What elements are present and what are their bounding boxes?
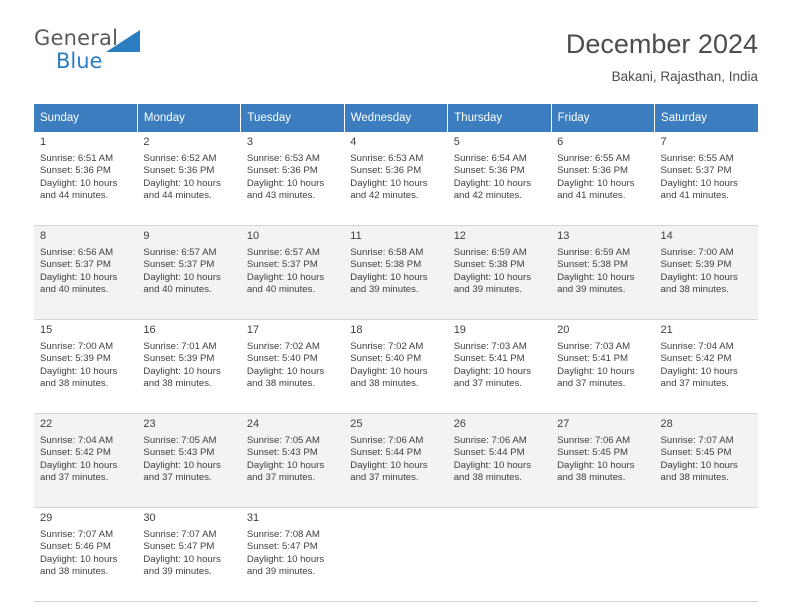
sunset-text: Sunset: 5:44 PM xyxy=(350,447,422,459)
day-cell xyxy=(551,414,654,508)
sunset-text: Sunset: 5:36 PM xyxy=(557,165,629,177)
day-cell xyxy=(551,226,654,320)
day-number: 18 xyxy=(350,324,363,336)
day-number: 8 xyxy=(40,230,47,242)
sunrise-text: Sunrise: 7:04 AM xyxy=(660,340,734,352)
day-number: 15 xyxy=(40,324,53,336)
sunrise-text: Sunrise: 7:06 AM xyxy=(557,434,631,446)
sunrise-text: Sunrise: 6:59 AM xyxy=(557,246,631,258)
day-cell xyxy=(34,132,137,226)
day-number: 11 xyxy=(350,230,362,242)
daylight-text-line1: Daylight: 10 hours xyxy=(40,553,118,565)
daylight-text-line1: Daylight: 10 hours xyxy=(660,459,738,471)
logo-general-text: General xyxy=(34,26,119,50)
daylight-text-line1: Daylight: 10 hours xyxy=(660,271,738,283)
daylight-text-line1: Daylight: 10 hours xyxy=(40,177,118,189)
day-number: 23 xyxy=(143,418,156,430)
sunset-text: Sunset: 5:42 PM xyxy=(660,353,732,365)
sunset-text: Sunset: 5:42 PM xyxy=(40,447,111,459)
daylight-text-line1: Daylight: 10 hours xyxy=(660,177,738,189)
daylight-text-line2: and 38 minutes. xyxy=(40,378,109,390)
daylight-text-line2: and 39 minutes. xyxy=(453,284,522,296)
week-row xyxy=(34,226,758,320)
daylight-text-line1: Daylight: 10 hours xyxy=(453,459,532,471)
sunrise-text: Sunrise: 6:55 AM xyxy=(660,152,734,164)
title-block xyxy=(566,28,758,85)
day-cell xyxy=(344,132,447,226)
weekday-header-friday: Friday xyxy=(551,104,654,132)
week-row xyxy=(34,414,758,508)
day-cell xyxy=(448,414,551,508)
daylight-text-line2: and 38 minutes. xyxy=(660,472,729,484)
weekday-header-tuesday: Tuesday xyxy=(241,104,344,132)
sunset-text: Sunset: 5:39 PM xyxy=(660,259,732,271)
sunset-text: Sunset: 5:41 PM xyxy=(453,353,525,365)
daylight-text-line1: Daylight: 10 hours xyxy=(350,271,428,283)
day-cell xyxy=(448,320,551,414)
daylight-text-line1: Daylight: 10 hours xyxy=(246,365,325,377)
day-number: 22 xyxy=(40,418,53,430)
daylight-text-line1: Daylight: 10 hours xyxy=(143,553,221,565)
day-number: 20 xyxy=(557,324,570,336)
day-cell xyxy=(137,226,240,320)
sunset-text: Sunset: 5:39 PM xyxy=(40,353,111,365)
sunset-text: Sunset: 5:38 PM xyxy=(557,259,629,271)
day-cell-empty xyxy=(551,508,654,602)
day-number: 30 xyxy=(143,512,156,524)
daylight-text-line2: and 37 minutes. xyxy=(143,472,212,484)
week-row xyxy=(34,508,758,602)
calendar-body xyxy=(34,132,758,602)
sunrise-text: Sunrise: 7:02 AM xyxy=(246,340,320,352)
sunrise-text: Sunrise: 6:54 AM xyxy=(453,152,527,164)
sunrise-text: Sunrise: 7:02 AM xyxy=(350,340,424,352)
daylight-text-line2: and 39 minutes. xyxy=(143,566,212,578)
weekday-header-saturday: Saturday xyxy=(655,104,758,132)
day-cell xyxy=(241,414,344,508)
daylight-text-line2: and 41 minutes. xyxy=(557,190,626,202)
day-number: 4 xyxy=(350,136,357,148)
day-number: 19 xyxy=(453,324,466,336)
day-cell xyxy=(448,132,551,226)
sunrise-text: Sunrise: 7:03 AM xyxy=(453,340,527,352)
daylight-text-line1: Daylight: 10 hours xyxy=(453,365,532,377)
sunset-text: Sunset: 5:47 PM xyxy=(246,541,318,553)
day-cell-empty xyxy=(344,508,447,602)
sunset-text: Sunset: 5:36 PM xyxy=(453,165,525,177)
daylight-text-line2: and 41 minutes. xyxy=(660,190,729,202)
sunset-text: Sunset: 5:37 PM xyxy=(660,165,732,177)
day-number: 7 xyxy=(660,136,667,148)
sunrise-text: Sunrise: 6:53 AM xyxy=(246,152,320,164)
daylight-text-line2: and 37 minutes. xyxy=(453,378,522,390)
week-row xyxy=(34,132,758,226)
calendar-head xyxy=(34,104,758,132)
sunrise-text: Sunrise: 7:04 AM xyxy=(40,434,114,446)
daylight-text-line1: Daylight: 10 hours xyxy=(143,177,221,189)
day-cell xyxy=(34,226,137,320)
sunset-text: Sunset: 5:41 PM xyxy=(557,353,629,365)
day-cell xyxy=(344,320,447,414)
day-number: 21 xyxy=(660,324,673,336)
day-number: 10 xyxy=(246,230,260,242)
daylight-text-line2: and 42 minutes. xyxy=(453,190,522,202)
sunset-text: Sunset: 5:36 PM xyxy=(246,165,318,177)
daylight-text-line2: and 38 minutes. xyxy=(453,472,522,484)
daylight-text-line2: and 44 minutes. xyxy=(40,190,109,202)
day-cell xyxy=(655,226,758,320)
sunset-text: Sunset: 5:36 PM xyxy=(40,165,111,177)
daylight-text-line1: Daylight: 10 hours xyxy=(557,271,635,283)
daylight-text-line1: Daylight: 10 hours xyxy=(246,271,325,283)
daylight-text-line2: and 42 minutes. xyxy=(350,190,419,202)
sunset-text: Sunset: 5:45 PM xyxy=(557,447,629,459)
daylight-text-line2: and 38 minutes. xyxy=(660,284,729,296)
sunrise-text: Sunrise: 6:51 AM xyxy=(40,152,114,164)
sunset-text: Sunset: 5:38 PM xyxy=(350,259,422,271)
sunrise-text: Sunrise: 7:03 AM xyxy=(557,340,631,352)
sunset-text: Sunset: 5:46 PM xyxy=(40,541,111,553)
daylight-text-line1: Daylight: 10 hours xyxy=(40,365,118,377)
daylight-text-line1: Daylight: 10 hours xyxy=(557,365,635,377)
sunset-text: Sunset: 5:37 PM xyxy=(246,259,318,271)
sunset-text: Sunset: 5:37 PM xyxy=(40,259,111,271)
sunrise-text: Sunrise: 6:57 AM xyxy=(246,246,320,258)
weekday-header-thursday: Thursday xyxy=(448,104,551,132)
sunrise-text: Sunrise: 7:08 AM xyxy=(246,528,320,540)
day-number: 3 xyxy=(246,136,253,148)
sunset-text: Sunset: 5:36 PM xyxy=(350,165,422,177)
daylight-text-line1: Daylight: 10 hours xyxy=(350,177,428,189)
day-cell xyxy=(344,226,447,320)
daylight-text-line1: Daylight: 10 hours xyxy=(143,271,221,283)
page-header xyxy=(34,0,758,90)
day-cell xyxy=(344,414,447,508)
day-cell xyxy=(551,320,654,414)
weekday-header-wednesday: Wednesday xyxy=(344,104,447,132)
day-number: 31 xyxy=(246,512,260,524)
sunrise-text: Sunrise: 7:07 AM xyxy=(40,528,114,540)
day-cell xyxy=(241,226,344,320)
sun-calendar-table xyxy=(34,104,758,602)
daylight-text-line2: and 39 minutes. xyxy=(557,284,626,296)
sunrise-text: Sunrise: 7:00 AM xyxy=(660,246,734,258)
day-number: 17 xyxy=(246,324,260,336)
daylight-text-line2: and 43 minutes. xyxy=(246,190,316,202)
day-number: 1 xyxy=(40,136,47,148)
day-number: 2 xyxy=(143,136,150,148)
daylight-text-line2: and 37 minutes. xyxy=(557,378,626,390)
day-cell-empty xyxy=(655,508,758,602)
daylight-text-line1: Daylight: 10 hours xyxy=(143,365,221,377)
sunrise-text: Sunrise: 6:57 AM xyxy=(143,246,217,258)
weekday-header-monday: Monday xyxy=(137,104,240,132)
sunset-text: Sunset: 5:47 PM xyxy=(143,541,215,553)
daylight-text-line2: and 37 minutes. xyxy=(40,472,109,484)
day-cell xyxy=(655,414,758,508)
day-number: 16 xyxy=(143,324,156,336)
day-cell xyxy=(655,320,758,414)
day-number: 12 xyxy=(453,230,466,242)
sunrise-text: Sunrise: 6:59 AM xyxy=(453,246,527,258)
day-number: 25 xyxy=(350,418,363,430)
logo-blue-text: Blue xyxy=(56,49,103,73)
sunrise-text: Sunrise: 6:52 AM xyxy=(143,152,217,164)
daylight-text-line1: Daylight: 10 hours xyxy=(453,271,532,283)
daylight-text-line1: Daylight: 10 hours xyxy=(660,365,738,377)
daylight-text-line2: and 38 minutes. xyxy=(350,378,419,390)
day-cell xyxy=(34,320,137,414)
day-number: 27 xyxy=(557,418,570,430)
sunrise-text: Sunrise: 6:56 AM xyxy=(40,246,114,258)
day-cell xyxy=(241,320,344,414)
daylight-text-line1: Daylight: 10 hours xyxy=(40,271,118,283)
sunset-text: Sunset: 5:36 PM xyxy=(143,165,215,177)
sunset-text: Sunset: 5:44 PM xyxy=(453,447,525,459)
daylight-text-line1: Daylight: 10 hours xyxy=(246,177,325,189)
daylight-text-line2: and 38 minutes. xyxy=(143,378,212,390)
sunset-text: Sunset: 5:40 PM xyxy=(246,353,318,365)
day-number: 14 xyxy=(660,230,673,242)
day-number: 13 xyxy=(557,230,570,242)
daylight-text-line2: and 44 minutes. xyxy=(143,190,212,202)
sunrise-text: Sunrise: 7:05 AM xyxy=(143,434,217,446)
location-subtitle: Bakani, Rajasthan, India xyxy=(611,68,758,84)
daylight-text-line2: and 37 minutes. xyxy=(350,472,419,484)
daylight-text-line2: and 38 minutes. xyxy=(557,472,626,484)
logo-swoosh-icon xyxy=(106,30,140,52)
sunrise-text: Sunrise: 7:06 AM xyxy=(453,434,527,446)
day-cell xyxy=(241,132,344,226)
page-title: December 2024 xyxy=(565,29,758,59)
day-cell-empty xyxy=(448,508,551,602)
daylight-text-line1: Daylight: 10 hours xyxy=(350,365,428,377)
sunset-text: Sunset: 5:37 PM xyxy=(143,259,215,271)
day-cell xyxy=(137,414,240,508)
sunset-text: Sunset: 5:38 PM xyxy=(453,259,525,271)
daylight-text-line1: Daylight: 10 hours xyxy=(557,177,635,189)
daylight-text-line2: and 38 minutes. xyxy=(40,566,109,578)
sunrise-text: Sunrise: 7:07 AM xyxy=(143,528,217,540)
week-row xyxy=(34,320,758,414)
daylight-text-line2: and 40 minutes. xyxy=(40,284,109,296)
daylight-text-line2: and 38 minutes. xyxy=(246,378,316,390)
daylight-text-line1: Daylight: 10 hours xyxy=(246,553,325,565)
day-number: 6 xyxy=(557,136,564,148)
daylight-text-line2: and 37 minutes. xyxy=(660,378,729,390)
daylight-text-line2: and 39 minutes. xyxy=(246,566,316,578)
daylight-text-line2: and 40 minutes. xyxy=(143,284,212,296)
day-cell xyxy=(137,508,240,602)
day-number: 29 xyxy=(40,512,53,524)
sunset-text: Sunset: 5:40 PM xyxy=(350,353,422,365)
daylight-text-line1: Daylight: 10 hours xyxy=(350,459,428,471)
day-cell xyxy=(655,132,758,226)
sunrise-text: Sunrise: 6:53 AM xyxy=(350,152,424,164)
daylight-text-line1: Daylight: 10 hours xyxy=(40,459,118,471)
daylight-text-line1: Daylight: 10 hours xyxy=(453,177,532,189)
weekday-header-sunday: Sunday xyxy=(34,104,137,132)
day-number: 24 xyxy=(246,418,260,430)
day-cell xyxy=(241,508,344,602)
generalblue-logo xyxy=(34,28,154,78)
day-cell xyxy=(137,132,240,226)
sunset-text: Sunset: 5:43 PM xyxy=(143,447,215,459)
sunrise-text: Sunrise: 7:05 AM xyxy=(246,434,320,446)
daylight-text-line2: and 39 minutes. xyxy=(350,284,419,296)
daylight-text-line1: Daylight: 10 hours xyxy=(557,459,635,471)
day-number: 28 xyxy=(660,418,673,430)
sunrise-text: Sunrise: 6:58 AM xyxy=(350,246,424,258)
day-number: 26 xyxy=(453,418,466,430)
daylight-text-line1: Daylight: 10 hours xyxy=(246,459,325,471)
sunrise-text: Sunrise: 7:01 AM xyxy=(143,340,217,352)
day-cell xyxy=(34,508,137,602)
sunrise-text: Sunrise: 7:07 AM xyxy=(660,434,734,446)
daylight-text-line2: and 37 minutes. xyxy=(246,472,316,484)
sunset-text: Sunset: 5:45 PM xyxy=(660,447,732,459)
daylight-text-line2: and 40 minutes. xyxy=(246,284,316,296)
sunrise-text: Sunrise: 6:55 AM xyxy=(557,152,631,164)
sunrise-text: Sunrise: 7:06 AM xyxy=(350,434,424,446)
daylight-text-line1: Daylight: 10 hours xyxy=(143,459,221,471)
day-cell xyxy=(551,132,654,226)
sunset-text: Sunset: 5:43 PM xyxy=(246,447,318,459)
day-cell xyxy=(137,320,240,414)
day-number: 9 xyxy=(143,230,150,242)
day-cell xyxy=(34,414,137,508)
weekday-header-row xyxy=(34,104,758,132)
sunrise-text: Sunrise: 7:00 AM xyxy=(40,340,114,352)
sunset-text: Sunset: 5:39 PM xyxy=(143,353,215,365)
day-cell xyxy=(448,226,551,320)
day-number: 5 xyxy=(453,136,460,148)
